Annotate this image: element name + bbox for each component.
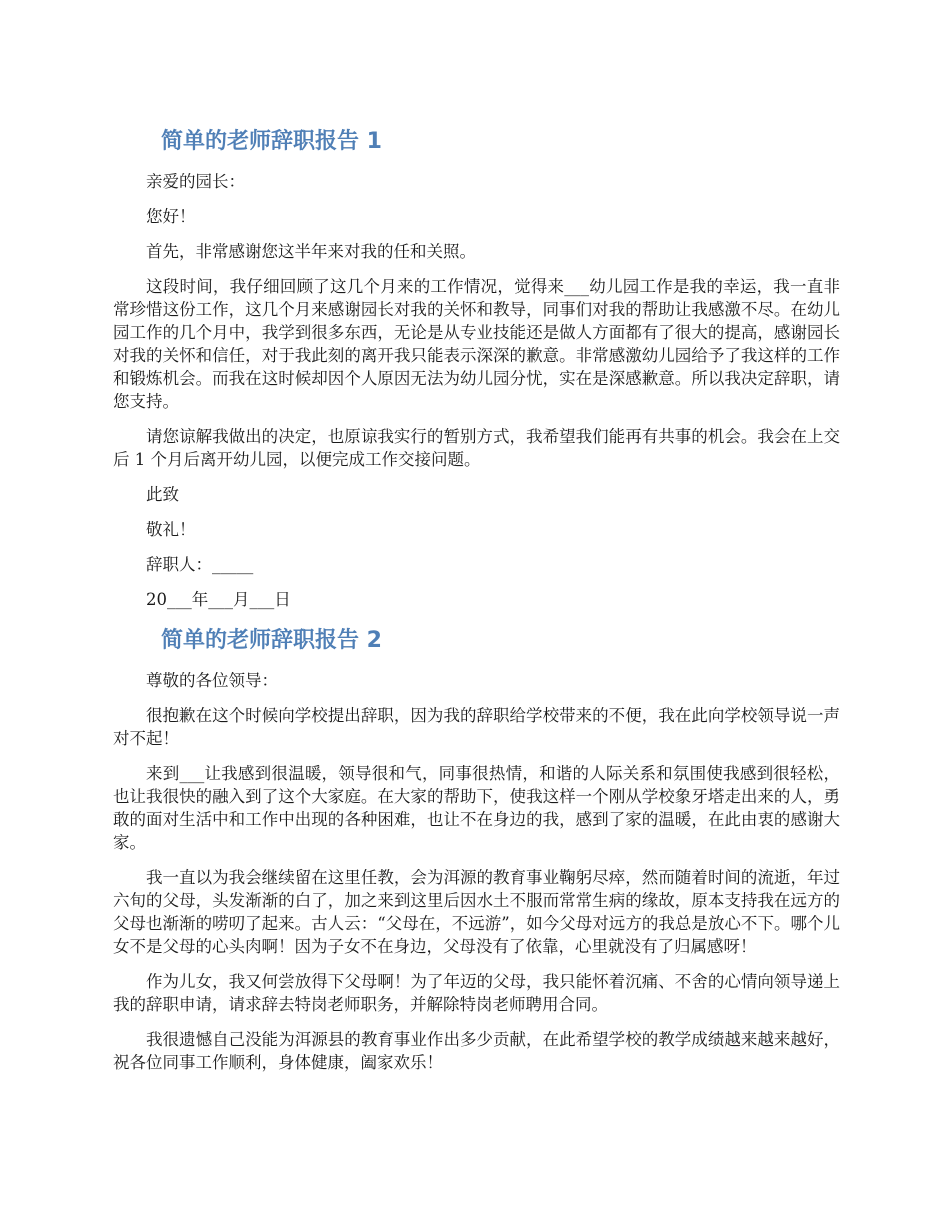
section-2-paragraph-4: 作为儿女，我又何尝放得下父母啊！为了年迈的父母，我只能怀着沉痛、不舍的心情向领导递上我的辞职申请，请求辞去特岗老师职务，并解除特岗老师聘用合同。 (113, 972, 840, 1014)
section-2-paragraph-5: 我很遗憾自己没能为洱源县的教育事业作出多少贡献，在此希望学校的教学成绩越来越来越好，祝各位同事工作顺利，身体健康，阖家欢乐！ (113, 1030, 840, 1072)
section-2-paragraph-3: 我一直以为我会继续留在这里任教，会为洱源的教育事业鞠躬尽瘁，然而随着时间的流逝，年过六旬的父母，头发渐渐的白了，加之来到这里后因水土不服而常常生病的缘故，原本支持我在远方的父母也渐渐的唠叨了起来。古人云：“父母在，不远游”，如今父母对远方的我总是放心不下。哪个儿女不是父母的心头肉啊！因为子女不在身边，父母没有了依靠，心里就没有了归属感呀！ (113, 868, 840, 956)
section-1-signer: 辞职人：_____ (146, 555, 254, 574)
section-1-title: 简单的老师辞职报告 1 (161, 129, 382, 154)
section-1-paragraph-2: 这段时间，我仔细回顾了这几个月来的工作情况，觉得来___幼儿园工作是我的幸运，我一直非常珍惜这份工作，这几个月来感谢园长对我的关怀和教导，同事们对我的帮助让我感激不尽。在幼儿园工作的几个月中，我学到很多东西，无论是从专业技能还是做人方面都有了很大的提高，感谢园长对我的关怀和信任，对于我此刻的离开我只能表示深深的歉意。非常感激幼儿园给予了我这样的工作和锻炼机会。而我在这时候却因个人原因无法为幼儿园分忧，实在是深感歉意。所以我决定辞职，请您支持。 (113, 277, 840, 411)
section-1-closing-1: 此致 (146, 485, 179, 504)
section-1-hello: 您好！ (146, 207, 196, 226)
section-1-paragraph-3: 请您谅解我做出的决定，也原谅我实行的暂别方式，我希望我们能再有共事的机会。我会在上交后 1 个月后离开幼儿园，以便完成工作交接问题。 (113, 427, 840, 469)
section-2-paragraph-2: 来到___让我感到很温暖，领导很和气，同事很热情，和谐的人际关系和氛围使我感到很轻松，也让我很快的融入到了这个大家庭。在大家的帮助下，使我这样一个刚从学校象牙塔走出来的人，勇敢的面对生活中和工作中出现的各种困难，也让不在身边的我，感到了家的温暖，在此由衷的感谢大家。 (113, 764, 840, 852)
section-1-paragraph-1: 首先，非常感谢您这半年来对我的任和关照。 (146, 242, 476, 261)
document-body (113, 124, 840, 1086)
section-2-title: 简单的老师辞职报告 2 (161, 628, 382, 653)
section-1-greeting: 亲爱的园长： (146, 172, 245, 191)
section-2-greeting: 尊敬的各位领导： (146, 671, 278, 690)
section-2-paragraph-1: 很抱歉在这个时候向学校提出辞职，因为我的辞职给学校带来的不便，我在此向学校领导说一声对不起！ (113, 706, 840, 748)
section-1-closing-2: 敬礼！ (146, 520, 196, 539)
section-1-date: 20___年___月___日 (146, 590, 291, 609)
